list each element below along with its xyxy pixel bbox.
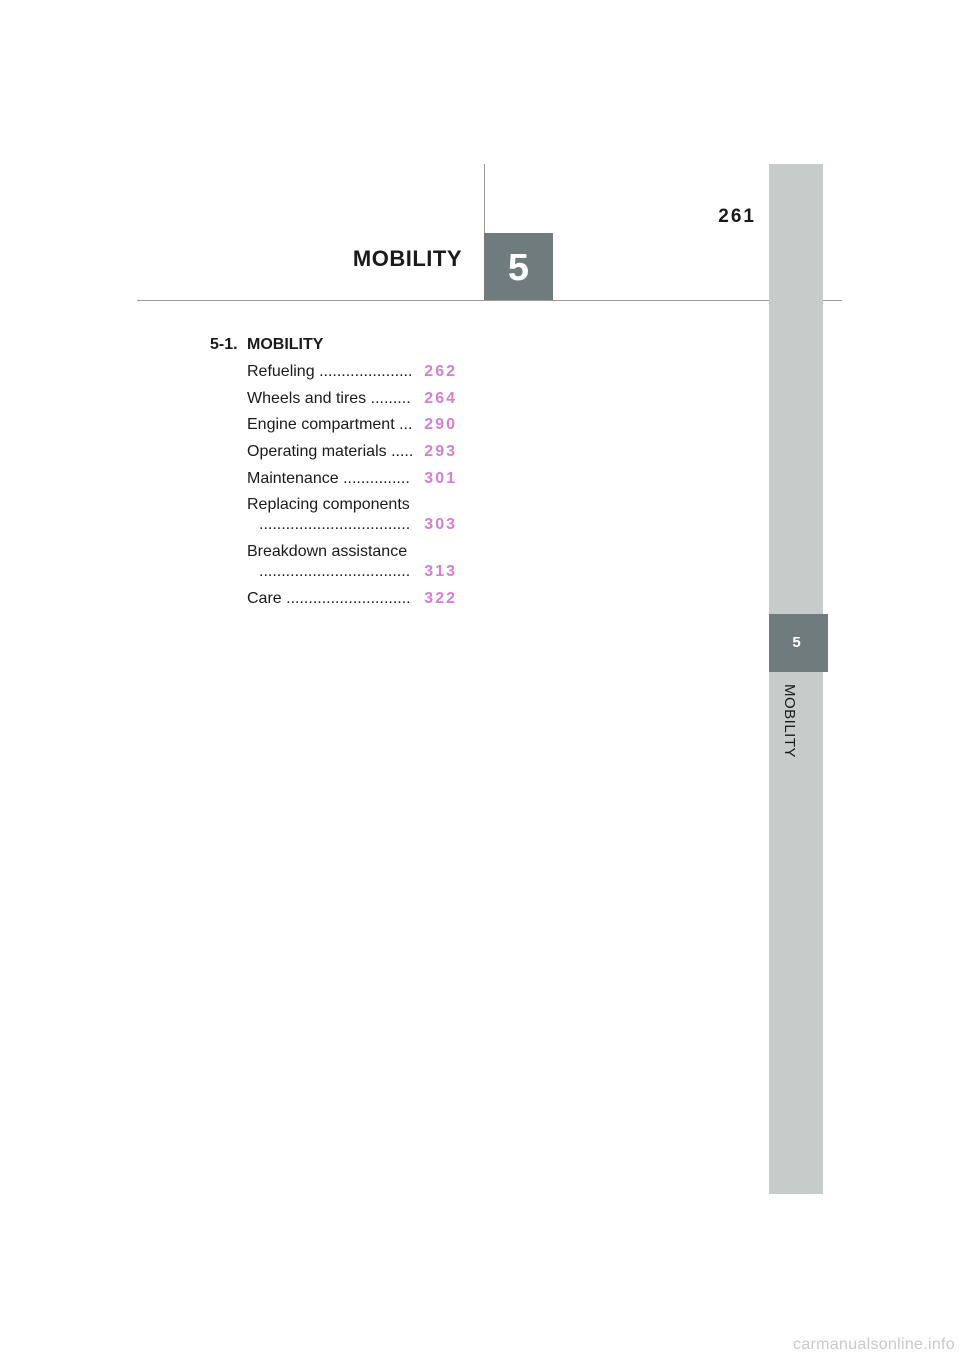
toc-entry-refueling[interactable] bbox=[247, 362, 457, 382]
page-number: 261 bbox=[718, 206, 756, 227]
toc-entry-title: Refueling bbox=[247, 363, 315, 380]
toc-leader-dots: ..... bbox=[391, 443, 414, 461]
chapter-title: MOBILITY bbox=[352, 246, 462, 271]
side-tab-chapter-number[interactable]: 5 bbox=[769, 614, 828, 672]
toc-leader-dots: ..................... bbox=[319, 363, 413, 380]
table-of-contents bbox=[210, 336, 457, 616]
toc-leader-dots: ............... bbox=[343, 469, 410, 487]
toc-leader-dots: .................................. bbox=[259, 563, 411, 581]
toc-page-link[interactable]: 313 bbox=[424, 563, 457, 581]
toc-page-link[interactable]: 293 bbox=[424, 443, 457, 461]
toc-page-link[interactable]: 264 bbox=[424, 389, 457, 407]
toc-page-link[interactable]: 290 bbox=[424, 416, 457, 434]
header-divider-vertical bbox=[484, 164, 485, 234]
toc-entry-engine-compartment[interactable] bbox=[247, 415, 457, 435]
toc-entry-maintenance[interactable] bbox=[247, 469, 457, 489]
toc-entry-breakdown-assistance[interactable] bbox=[247, 542, 457, 582]
section-title: MOBILITY bbox=[247, 336, 324, 353]
toc-entry-title: Wheels and tires bbox=[247, 389, 367, 407]
toc-leader-dots: ... bbox=[399, 416, 413, 434]
watermark: carmanualsonline.info bbox=[793, 1336, 955, 1353]
toc-page-link[interactable]: 301 bbox=[424, 469, 457, 487]
toc-leader-dots: ......... bbox=[370, 389, 411, 407]
side-tab-label: MOBILITY bbox=[781, 684, 798, 759]
toc-entry-wheels-and-tires[interactable] bbox=[247, 389, 457, 409]
toc-leader-dots: .................................. bbox=[259, 516, 411, 534]
toc-entry-title: Engine compartment bbox=[247, 416, 395, 434]
toc-entry-title: Breakdown assistance bbox=[247, 543, 408, 561]
toc-entry-title: Replacing components bbox=[247, 496, 410, 514]
header-divider-horizontal bbox=[137, 300, 842, 301]
toc-entry-title: Care bbox=[247, 589, 282, 607]
toc-page-link[interactable]: 322 bbox=[424, 589, 457, 607]
side-index-tab bbox=[769, 164, 823, 1194]
toc-entry-care[interactable] bbox=[247, 589, 457, 609]
section-heading bbox=[210, 336, 457, 354]
toc-entry-title: Operating materials bbox=[247, 443, 387, 461]
toc-page-link[interactable]: 303 bbox=[424, 516, 457, 534]
toc-entry-title: Maintenance bbox=[247, 469, 339, 487]
toc-entry-replacing-components[interactable] bbox=[247, 495, 457, 535]
toc-page-link[interactable]: 262 bbox=[424, 363, 457, 380]
section-number: 5-1. bbox=[210, 336, 238, 353]
chapter-number-box: 5 bbox=[484, 233, 553, 301]
toc-leader-dots: ............................ bbox=[286, 589, 411, 607]
toc-entry-operating-materials[interactable] bbox=[247, 442, 457, 462]
